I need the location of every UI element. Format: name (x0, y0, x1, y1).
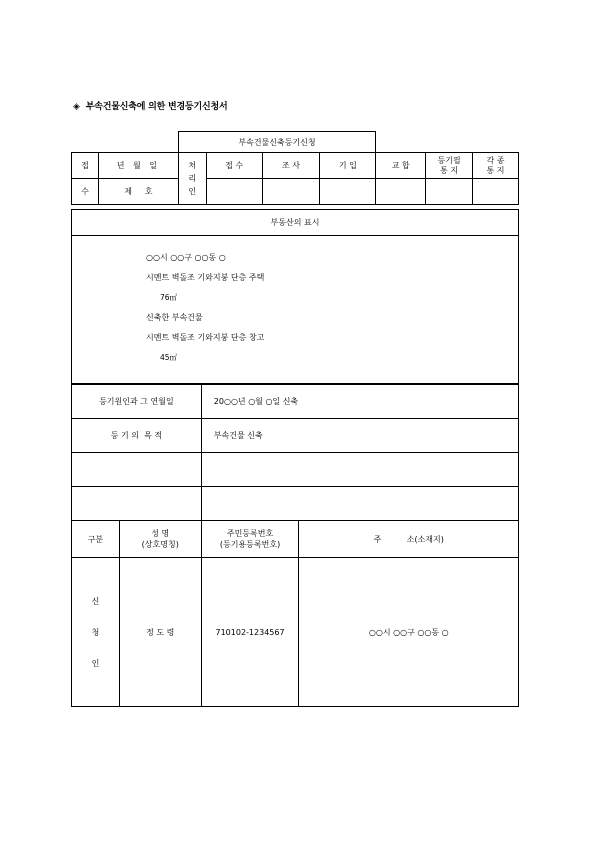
main-building-desc: 시멘트 벽돌조 기와지붕 단층 주택 (146, 273, 265, 282)
receipt-label-2: 수 (72, 179, 99, 205)
purpose-value: 부속건물 신축 (201, 419, 518, 453)
applicant-char-1: 신 (91, 596, 100, 606)
annex-area: 45㎡ (160, 353, 178, 362)
applicant-char-3: 인 (91, 658, 100, 668)
col-registered-notice: 등기필 통 지 (426, 153, 473, 179)
applicant-id: 710102-1234567 (201, 558, 299, 707)
cause-label: 등기원인과 그 연월일 (72, 385, 202, 419)
applicant-section (72, 558, 120, 707)
blank-value-2 (201, 487, 518, 521)
annex-label: 신축한 부속건물 (146, 313, 203, 322)
applicant-char-2: 청 (91, 627, 100, 637)
blank-label-2 (72, 487, 202, 521)
col-address: 주 소(소재지) (299, 521, 519, 558)
col-id: 주민등록번호 (등기용등록번호) (201, 521, 299, 558)
form-title-text: 부속건물신축에 의한 변경등기신청서 (85, 102, 228, 112)
applicant-address: ○○시 ○○구 ○○동 ○ (299, 558, 519, 707)
receipt-form-title: 부속건물신축등기신청 (178, 131, 376, 152)
col-review: 조 사 (262, 153, 320, 179)
property-address: ○○시 ○○구 ○○동 ○ (146, 253, 226, 262)
number-label: 제 호 (98, 179, 178, 205)
registration-table (71, 384, 519, 521)
blank-value-1 (201, 453, 518, 487)
cause-value: 20○○년 ○월 ○일 신축 (201, 385, 518, 419)
processor-label (178, 153, 206, 205)
main-building-area: 76㎡ (160, 293, 178, 302)
registered-notice-cell (426, 179, 473, 205)
other-notice-cell (473, 179, 519, 205)
property-lines (72, 236, 518, 371)
receipt-label: 접 (72, 153, 99, 179)
purpose-label: 등 기 의 목 적 (72, 419, 202, 453)
date-label: 년 월 일 (98, 153, 178, 179)
blank-label-1 (72, 453, 202, 487)
property-caption: 부동산의 표시 (72, 210, 518, 236)
diamond-marker-icon: ◈ (73, 102, 80, 112)
entry-cell (320, 179, 376, 205)
col-entry: 기 입 (320, 153, 376, 179)
col-section: 구분 (72, 521, 120, 558)
col-receipt: 접 수 (206, 153, 262, 179)
review-cell (262, 179, 320, 205)
receipt-table (71, 152, 519, 205)
applicant-name: 정 도 령 (119, 558, 201, 707)
applicant-table (71, 520, 519, 707)
col-collation: 교 합 (376, 153, 426, 179)
annex-desc: 시멘트 벽돌조 기와지붕 단층 창고 (146, 333, 265, 342)
property-section (71, 209, 519, 384)
collation-cell (376, 179, 426, 205)
form-title (73, 99, 228, 112)
col-name: 성 명 (상호명칭) (119, 521, 201, 558)
receipt-cell (206, 179, 262, 205)
processor-label-text: 처리인 (188, 161, 197, 196)
col-other-notice: 각 종 통 지 (473, 153, 519, 179)
